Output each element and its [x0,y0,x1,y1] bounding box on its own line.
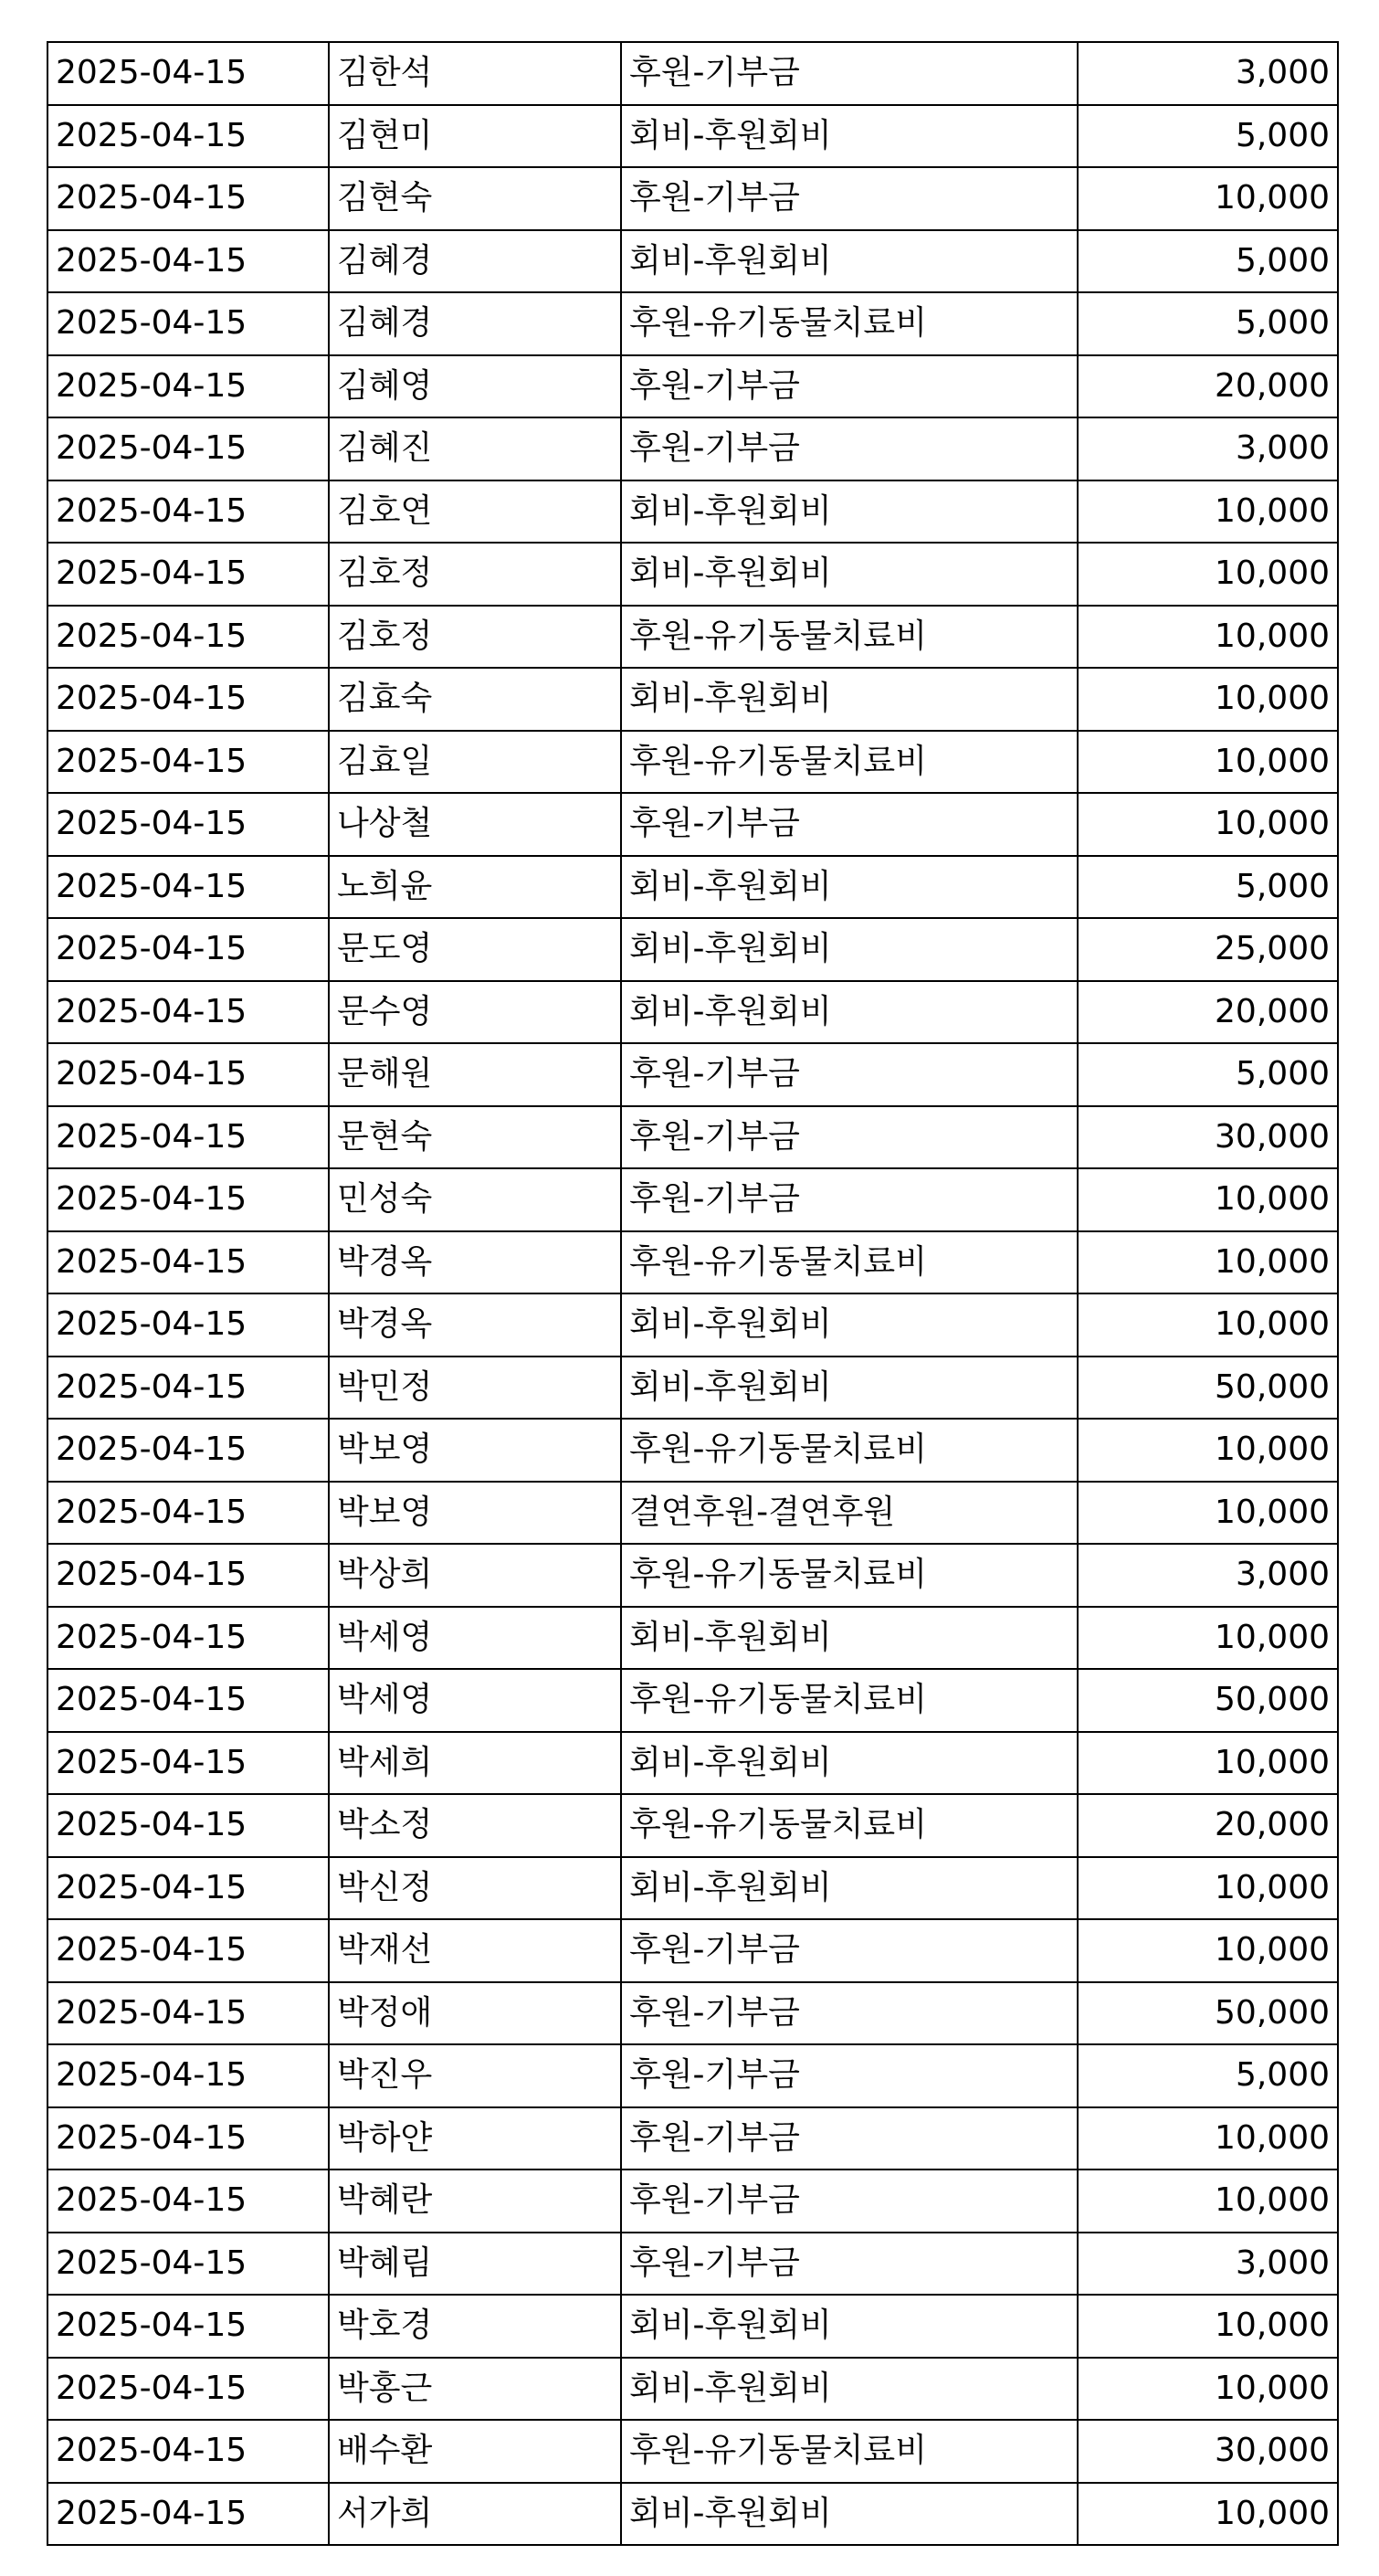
table-row [47,1919,1338,1982]
donor-name-cell: 문현숙 [329,1106,621,1169]
donor-name-cell: 박세영 [329,1607,621,1670]
table-row [47,1982,1338,2045]
category-cell: 회비-후원회비 [621,1732,1078,1795]
table-row [47,230,1338,293]
category-cell: 회비-후원회비 [621,480,1078,544]
amount-cell: 10,000 [1078,1732,1338,1795]
amount-cell: 5,000 [1078,2044,1338,2107]
donor-name-cell: 노희윤 [329,856,621,919]
amount-cell: 20,000 [1078,1794,1338,1857]
amount-cell: 20,000 [1078,355,1338,418]
table-row [47,918,1338,981]
donor-name-cell: 문도영 [329,918,621,981]
category-cell: 회비-후원회비 [621,1607,1078,1670]
amount-cell: 30,000 [1078,1106,1338,1169]
date-cell: 2025-04-15 [47,42,329,105]
category-cell: 후원-기부금 [621,417,1078,480]
donation-ledger-table [47,41,1339,2546]
donor-name-cell: 박하얀 [329,2107,621,2170]
date-cell: 2025-04-15 [47,1982,329,2045]
date-cell: 2025-04-15 [47,167,329,230]
donor-name-cell: 박진우 [329,2044,621,2107]
amount-cell: 10,000 [1078,1419,1338,1482]
date-cell: 2025-04-15 [47,1794,329,1857]
amount-cell: 30,000 [1078,2420,1338,2483]
donor-name-cell: 박경옥 [329,1231,621,1294]
date-cell: 2025-04-15 [47,1168,329,1231]
table-row [47,1607,1338,1670]
amount-cell: 10,000 [1078,793,1338,856]
donor-name-cell: 문해원 [329,1043,621,1106]
date-cell: 2025-04-15 [47,292,329,355]
table-row [47,1482,1338,1545]
amount-cell: 10,000 [1078,1482,1338,1545]
date-cell: 2025-04-15 [47,918,329,981]
table-row [47,1168,1338,1231]
date-cell: 2025-04-15 [47,2233,329,2296]
table-row [47,2420,1338,2483]
donor-name-cell: 박재선 [329,1919,621,1982]
category-cell: 후원-유기동물치료비 [621,1419,1078,1482]
category-cell: 후원-기부금 [621,2107,1078,2170]
category-cell: 후원-기부금 [621,1982,1078,2045]
donor-name-cell: 김현숙 [329,167,621,230]
category-cell: 후원-기부금 [621,167,1078,230]
category-cell: 후원-유기동물치료비 [621,292,1078,355]
amount-cell: 5,000 [1078,292,1338,355]
category-cell: 후원-기부금 [621,42,1078,105]
table-row [47,1669,1338,1732]
table-row [47,105,1338,168]
date-cell: 2025-04-15 [47,230,329,293]
category-cell: 회비-후원회비 [621,105,1078,168]
table-row [47,731,1338,794]
donor-name-cell: 민성숙 [329,1168,621,1231]
category-cell: 후원-기부금 [621,1919,1078,1982]
category-cell: 회비-후원회비 [621,1857,1078,1920]
date-cell: 2025-04-15 [47,731,329,794]
date-cell: 2025-04-15 [47,1732,329,1795]
category-cell: 회비-후원회비 [621,1357,1078,1420]
amount-cell: 5,000 [1078,856,1338,919]
amount-cell: 10,000 [1078,2483,1338,2546]
category-cell: 후원-유기동물치료비 [621,1794,1078,1857]
table-row [47,1231,1338,1294]
amount-cell: 50,000 [1078,1982,1338,2045]
category-cell: 회비-후원회비 [621,230,1078,293]
donor-name-cell: 박상희 [329,1544,621,1607]
table-row [47,1419,1338,1482]
donor-name-cell: 박보영 [329,1419,621,1482]
date-cell: 2025-04-15 [47,543,329,606]
donor-name-cell: 김현미 [329,105,621,168]
amount-cell: 20,000 [1078,981,1338,1044]
category-cell: 후원-유기동물치료비 [621,1669,1078,1732]
amount-cell: 5,000 [1078,105,1338,168]
category-cell: 회비-후원회비 [621,856,1078,919]
date-cell: 2025-04-15 [47,2420,329,2483]
table-row [47,355,1338,418]
date-cell: 2025-04-15 [47,1106,329,1169]
category-cell: 후원-유기동물치료비 [621,731,1078,794]
table-row [47,2295,1338,2358]
date-cell: 2025-04-15 [47,2107,329,2170]
category-cell: 회비-후원회비 [621,543,1078,606]
amount-cell: 10,000 [1078,1919,1338,1982]
amount-cell: 10,000 [1078,668,1338,731]
table-row [47,668,1338,731]
amount-cell: 3,000 [1078,42,1338,105]
date-cell: 2025-04-15 [47,355,329,418]
date-cell: 2025-04-15 [47,1419,329,1482]
category-cell: 후원-기부금 [621,1043,1078,1106]
amount-cell: 10,000 [1078,1857,1338,1920]
donor-name-cell: 김혜경 [329,292,621,355]
donor-name-cell: 김혜진 [329,417,621,480]
date-cell: 2025-04-15 [47,2295,329,2358]
donor-name-cell: 김효숙 [329,668,621,731]
amount-cell: 10,000 [1078,167,1338,230]
category-cell: 결연후원-결연후원 [621,1482,1078,1545]
category-cell: 회비-후원회비 [621,2358,1078,2421]
category-cell: 후원-유기동물치료비 [621,606,1078,669]
amount-cell: 10,000 [1078,1231,1338,1294]
category-cell: 회비-후원회비 [621,918,1078,981]
amount-cell: 5,000 [1078,230,1338,293]
ledger-body [47,42,1338,2545]
amount-cell: 10,000 [1078,2358,1338,2421]
donor-name-cell: 김호연 [329,480,621,544]
donor-name-cell: 박민정 [329,1357,621,1420]
amount-cell: 10,000 [1078,731,1338,794]
date-cell: 2025-04-15 [47,1357,329,1420]
table-row [47,2483,1338,2546]
date-cell: 2025-04-15 [47,856,329,919]
category-cell: 후원-기부금 [621,1106,1078,1169]
date-cell: 2025-04-15 [47,1231,329,1294]
table-row [47,1293,1338,1357]
table-row [47,1794,1338,1857]
table-row [47,417,1338,480]
category-cell: 후원-유기동물치료비 [621,1544,1078,1607]
category-cell: 후원-기부금 [621,2044,1078,2107]
table-row [47,1106,1338,1169]
date-cell: 2025-04-15 [47,668,329,731]
donor-name-cell: 박신정 [329,1857,621,1920]
donor-name-cell: 박홍근 [329,2358,621,2421]
donor-name-cell: 박호경 [329,2295,621,2358]
category-cell: 후원-기부금 [621,355,1078,418]
table-row [47,167,1338,230]
date-cell: 2025-04-15 [47,1293,329,1357]
table-row [47,1857,1338,1920]
donor-name-cell: 박보영 [329,1482,621,1545]
date-cell: 2025-04-15 [47,793,329,856]
donor-name-cell: 박세영 [329,1669,621,1732]
date-cell: 2025-04-15 [47,2044,329,2107]
category-cell: 후원-기부금 [621,1168,1078,1231]
category-cell: 회비-후원회비 [621,2483,1078,2546]
table-row [47,793,1338,856]
table-row [47,2358,1338,2421]
category-cell: 회비-후원회비 [621,981,1078,1044]
donor-name-cell: 박혜림 [329,2233,621,2296]
category-cell: 후원-유기동물치료비 [621,2420,1078,2483]
donor-name-cell: 나상철 [329,793,621,856]
table-row [47,2044,1338,2107]
table-row [47,981,1338,1044]
category-cell: 회비-후원회비 [621,1293,1078,1357]
amount-cell: 10,000 [1078,1607,1338,1670]
date-cell: 2025-04-15 [47,2358,329,2421]
date-cell: 2025-04-15 [47,981,329,1044]
amount-cell: 10,000 [1078,606,1338,669]
amount-cell: 10,000 [1078,2295,1338,2358]
donor-name-cell: 김혜경 [329,230,621,293]
date-cell: 2025-04-15 [47,2170,329,2233]
date-cell: 2025-04-15 [47,1607,329,1670]
date-cell: 2025-04-15 [47,105,329,168]
amount-cell: 50,000 [1078,1357,1338,1420]
donor-name-cell: 문수영 [329,981,621,1044]
amount-cell: 50,000 [1078,1669,1338,1732]
donor-name-cell: 배수환 [329,2420,621,2483]
donor-name-cell: 김효일 [329,731,621,794]
date-cell: 2025-04-15 [47,480,329,544]
table-row [47,1043,1338,1106]
donor-name-cell: 박정애 [329,1982,621,2045]
category-cell: 후원-기부금 [621,793,1078,856]
table-row [47,42,1338,105]
table-row [47,1544,1338,1607]
date-cell: 2025-04-15 [47,606,329,669]
amount-cell: 3,000 [1078,417,1338,480]
date-cell: 2025-04-15 [47,1043,329,1106]
date-cell: 2025-04-15 [47,1482,329,1545]
amount-cell: 10,000 [1078,2107,1338,2170]
table-row [47,480,1338,544]
donor-name-cell: 박소정 [329,1794,621,1857]
amount-cell: 25,000 [1078,918,1338,981]
date-cell: 2025-04-15 [47,1544,329,1607]
table-row [47,1732,1338,1795]
date-cell: 2025-04-15 [47,417,329,480]
donor-name-cell: 서가희 [329,2483,621,2546]
table-row [47,2107,1338,2170]
amount-cell: 3,000 [1078,2233,1338,2296]
donor-name-cell: 박세희 [329,1732,621,1795]
table-row [47,2170,1338,2233]
donor-name-cell: 김호정 [329,543,621,606]
table-row [47,606,1338,669]
category-cell: 회비-후원회비 [621,2295,1078,2358]
donor-name-cell: 김호정 [329,606,621,669]
category-cell: 후원-기부금 [621,2233,1078,2296]
amount-cell: 10,000 [1078,1168,1338,1231]
category-cell: 회비-후원회비 [621,668,1078,731]
amount-cell: 5,000 [1078,1043,1338,1106]
donor-name-cell: 김한석 [329,42,621,105]
table-row [47,543,1338,606]
date-cell: 2025-04-15 [47,1919,329,1982]
amount-cell: 10,000 [1078,1293,1338,1357]
category-cell: 후원-유기동물치료비 [621,1231,1078,1294]
category-cell: 후원-기부금 [621,2170,1078,2233]
donor-name-cell: 박혜란 [329,2170,621,2233]
donor-name-cell: 김혜영 [329,355,621,418]
table-row [47,856,1338,919]
amount-cell: 10,000 [1078,543,1338,606]
date-cell: 2025-04-15 [47,1669,329,1732]
donor-name-cell: 박경옥 [329,1293,621,1357]
date-cell: 2025-04-15 [47,2483,329,2546]
table-row [47,2233,1338,2296]
amount-cell: 10,000 [1078,480,1338,544]
table-row [47,1357,1338,1420]
table-row [47,292,1338,355]
date-cell: 2025-04-15 [47,1857,329,1920]
amount-cell: 10,000 [1078,2170,1338,2233]
amount-cell: 3,000 [1078,1544,1338,1607]
